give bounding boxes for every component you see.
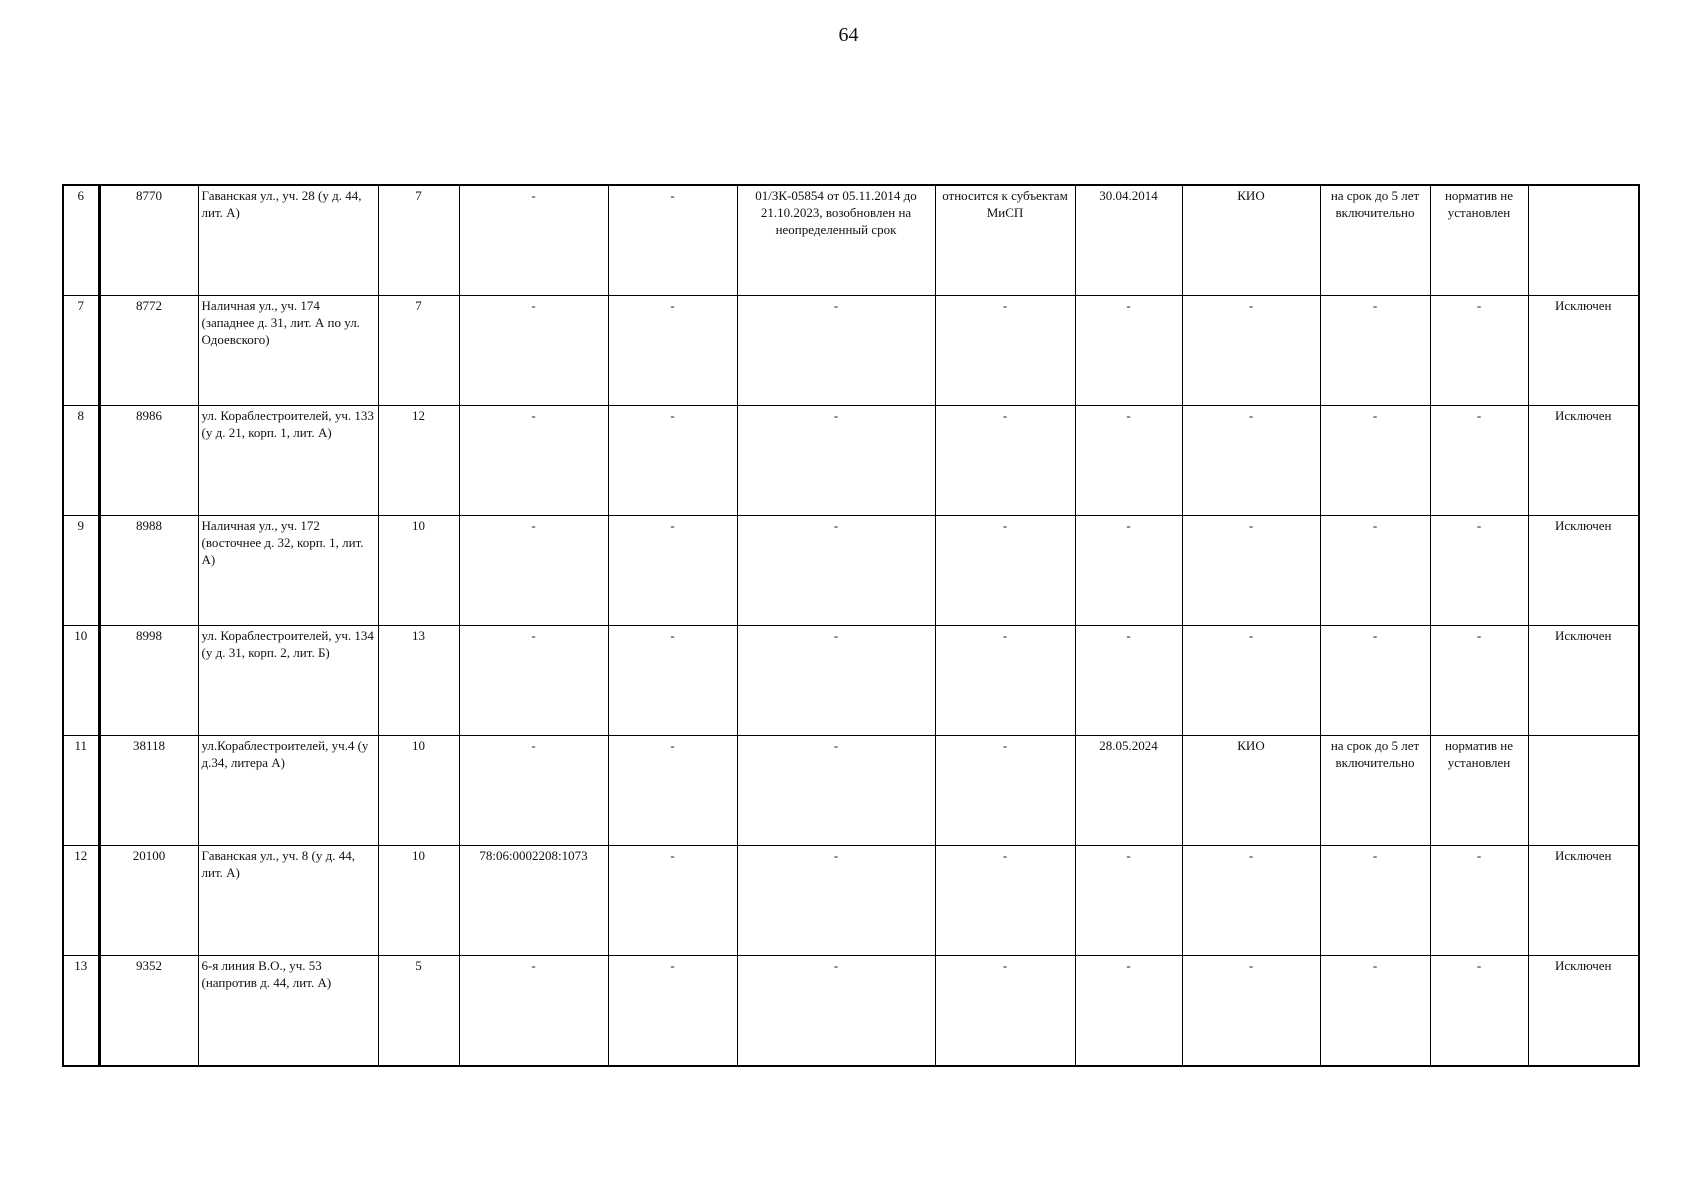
object-code-cell: 38118 <box>99 736 198 846</box>
col-10-cell: КИО <box>1182 185 1320 296</box>
col-9-cell: - <box>1075 626 1182 736</box>
table-row <box>63 516 1639 626</box>
object-code-cell: 8770 <box>99 185 198 296</box>
col-5-cell: - <box>459 406 608 516</box>
col-11-cell: - <box>1320 296 1430 406</box>
object-code-cell: 8998 <box>99 626 198 736</box>
col-7-cell: - <box>737 516 935 626</box>
col-6-cell: - <box>608 185 737 296</box>
col-12-cell: - <box>1430 846 1528 956</box>
col-11-cell: - <box>1320 406 1430 516</box>
table-row <box>63 736 1639 846</box>
table-row <box>63 296 1639 406</box>
col-6-cell: - <box>608 516 737 626</box>
col-6-cell: - <box>608 626 737 736</box>
table-row <box>63 626 1639 736</box>
object-code-cell: 20100 <box>99 846 198 956</box>
object-code-cell: 8772 <box>99 296 198 406</box>
row-number-cell: 10 <box>63 626 99 736</box>
col-10-cell: - <box>1182 956 1320 1067</box>
registry-table <box>62 184 1640 1067</box>
address-cell: 6-я линия В.О., уч. 53 (напротив д. 44, лит. А) <box>198 956 378 1067</box>
col-13-cell: Исключен <box>1528 516 1639 626</box>
col-13-cell <box>1528 736 1639 846</box>
col-7-cell: - <box>737 296 935 406</box>
col-9-cell: 30.04.2014 <box>1075 185 1182 296</box>
col-10-cell: - <box>1182 296 1320 406</box>
table-row <box>63 846 1639 956</box>
col-6-cell: - <box>608 406 737 516</box>
col-4-cell: 7 <box>378 296 459 406</box>
address-cell: ул. Кораблестроителей, уч. 133 (у д. 21, корп. 1, лит. А) <box>198 406 378 516</box>
col-4-cell: 12 <box>378 406 459 516</box>
col-9-cell: - <box>1075 846 1182 956</box>
col-10-cell: - <box>1182 626 1320 736</box>
table-row <box>63 406 1639 516</box>
col-5-cell: - <box>459 185 608 296</box>
col-11-cell: - <box>1320 626 1430 736</box>
col-4-cell: 5 <box>378 956 459 1067</box>
col-7-cell: - <box>737 406 935 516</box>
col-5-cell: - <box>459 296 608 406</box>
col-12-cell: норматив не установлен <box>1430 185 1528 296</box>
col-12-cell: - <box>1430 406 1528 516</box>
registry-table-body <box>63 185 1639 1066</box>
address-cell: Гаванская ул., уч. 28 (у д. 44, лит. А) <box>198 185 378 296</box>
col-12-cell: - <box>1430 626 1528 736</box>
address-cell: Наличная ул., уч. 174 (западнее д. 31, лит. А по ул. Одоевского) <box>198 296 378 406</box>
col-4-cell: 7 <box>378 185 459 296</box>
col-11-cell: - <box>1320 956 1430 1067</box>
col-9-cell: - <box>1075 956 1182 1067</box>
col-10-cell: - <box>1182 846 1320 956</box>
col-5-cell: - <box>459 956 608 1067</box>
address-cell: Наличная ул., уч. 172 (восточнее д. 32, корп. 1, лит. А) <box>198 516 378 626</box>
col-13-cell: Исключен <box>1528 956 1639 1067</box>
col-9-cell: - <box>1075 516 1182 626</box>
col-5-cell: - <box>459 626 608 736</box>
col-6-cell: - <box>608 956 737 1067</box>
col-12-cell: - <box>1430 956 1528 1067</box>
table-row <box>63 956 1639 1067</box>
col-13-cell: Исключен <box>1528 626 1639 736</box>
col-10-cell: - <box>1182 516 1320 626</box>
row-number-cell: 9 <box>63 516 99 626</box>
col-5-cell: - <box>459 516 608 626</box>
col-4-cell: 13 <box>378 626 459 736</box>
row-number-cell: 13 <box>63 956 99 1067</box>
col-10-cell: КИО <box>1182 736 1320 846</box>
col-5-cell: - <box>459 736 608 846</box>
col-11-cell: - <box>1320 846 1430 956</box>
col-4-cell: 10 <box>378 846 459 956</box>
col-4-cell: 10 <box>378 516 459 626</box>
col-9-cell: 28.05.2024 <box>1075 736 1182 846</box>
col-9-cell: - <box>1075 296 1182 406</box>
object-code-cell: 9352 <box>99 956 198 1067</box>
row-number-cell: 11 <box>63 736 99 846</box>
col-6-cell: - <box>608 296 737 406</box>
row-number-cell: 8 <box>63 406 99 516</box>
col-11-cell: на срок до 5 лет включительно <box>1320 736 1430 846</box>
col-8-cell: - <box>935 406 1075 516</box>
col-7-cell: - <box>737 736 935 846</box>
col-13-cell: Исключен <box>1528 406 1639 516</box>
object-code-cell: 8986 <box>99 406 198 516</box>
row-number-cell: 6 <box>63 185 99 296</box>
col-8-cell: относится к субъектам МиСП <box>935 185 1075 296</box>
table-row <box>63 185 1639 296</box>
row-number-cell: 12 <box>63 846 99 956</box>
address-cell: ул. Кораблестроителей, уч. 134 (у д. 31, корп. 2, лит. Б) <box>198 626 378 736</box>
col-4-cell: 10 <box>378 736 459 846</box>
col-12-cell: - <box>1430 516 1528 626</box>
address-cell: Гаванская ул., уч. 8 (у д. 44, лит. А) <box>198 846 378 956</box>
address-cell: ул.Кораблестроителей, уч.4 (у д.34, литера А) <box>198 736 378 846</box>
col-7-cell: 01/ЗК-05854 от 05.11.2014 до 21.10.2023, возобновлен на неопределенный срок <box>737 185 935 296</box>
col-11-cell: на срок до 5 лет включительно <box>1320 185 1430 296</box>
col-13-cell: Исключен <box>1528 846 1639 956</box>
col-10-cell: - <box>1182 406 1320 516</box>
page-number: 64 <box>838 24 859 46</box>
row-number-cell: 7 <box>63 296 99 406</box>
col-7-cell: - <box>737 956 935 1067</box>
col-5-cell: 78:06:0002208:1073 <box>459 846 608 956</box>
col-12-cell: - <box>1430 296 1528 406</box>
col-13-cell <box>1528 185 1639 296</box>
col-6-cell: - <box>608 846 737 956</box>
col-6-cell: - <box>608 736 737 846</box>
col-8-cell: - <box>935 626 1075 736</box>
col-8-cell: - <box>935 296 1075 406</box>
col-8-cell: - <box>935 846 1075 956</box>
col-9-cell: - <box>1075 406 1182 516</box>
col-8-cell: - <box>935 736 1075 846</box>
col-13-cell: Исключен <box>1528 296 1639 406</box>
col-7-cell: - <box>737 626 935 736</box>
col-8-cell: - <box>935 956 1075 1067</box>
col-11-cell: - <box>1320 516 1430 626</box>
col-7-cell: - <box>737 846 935 956</box>
col-8-cell: - <box>935 516 1075 626</box>
object-code-cell: 8988 <box>99 516 198 626</box>
col-12-cell: норматив не установлен <box>1430 736 1528 846</box>
